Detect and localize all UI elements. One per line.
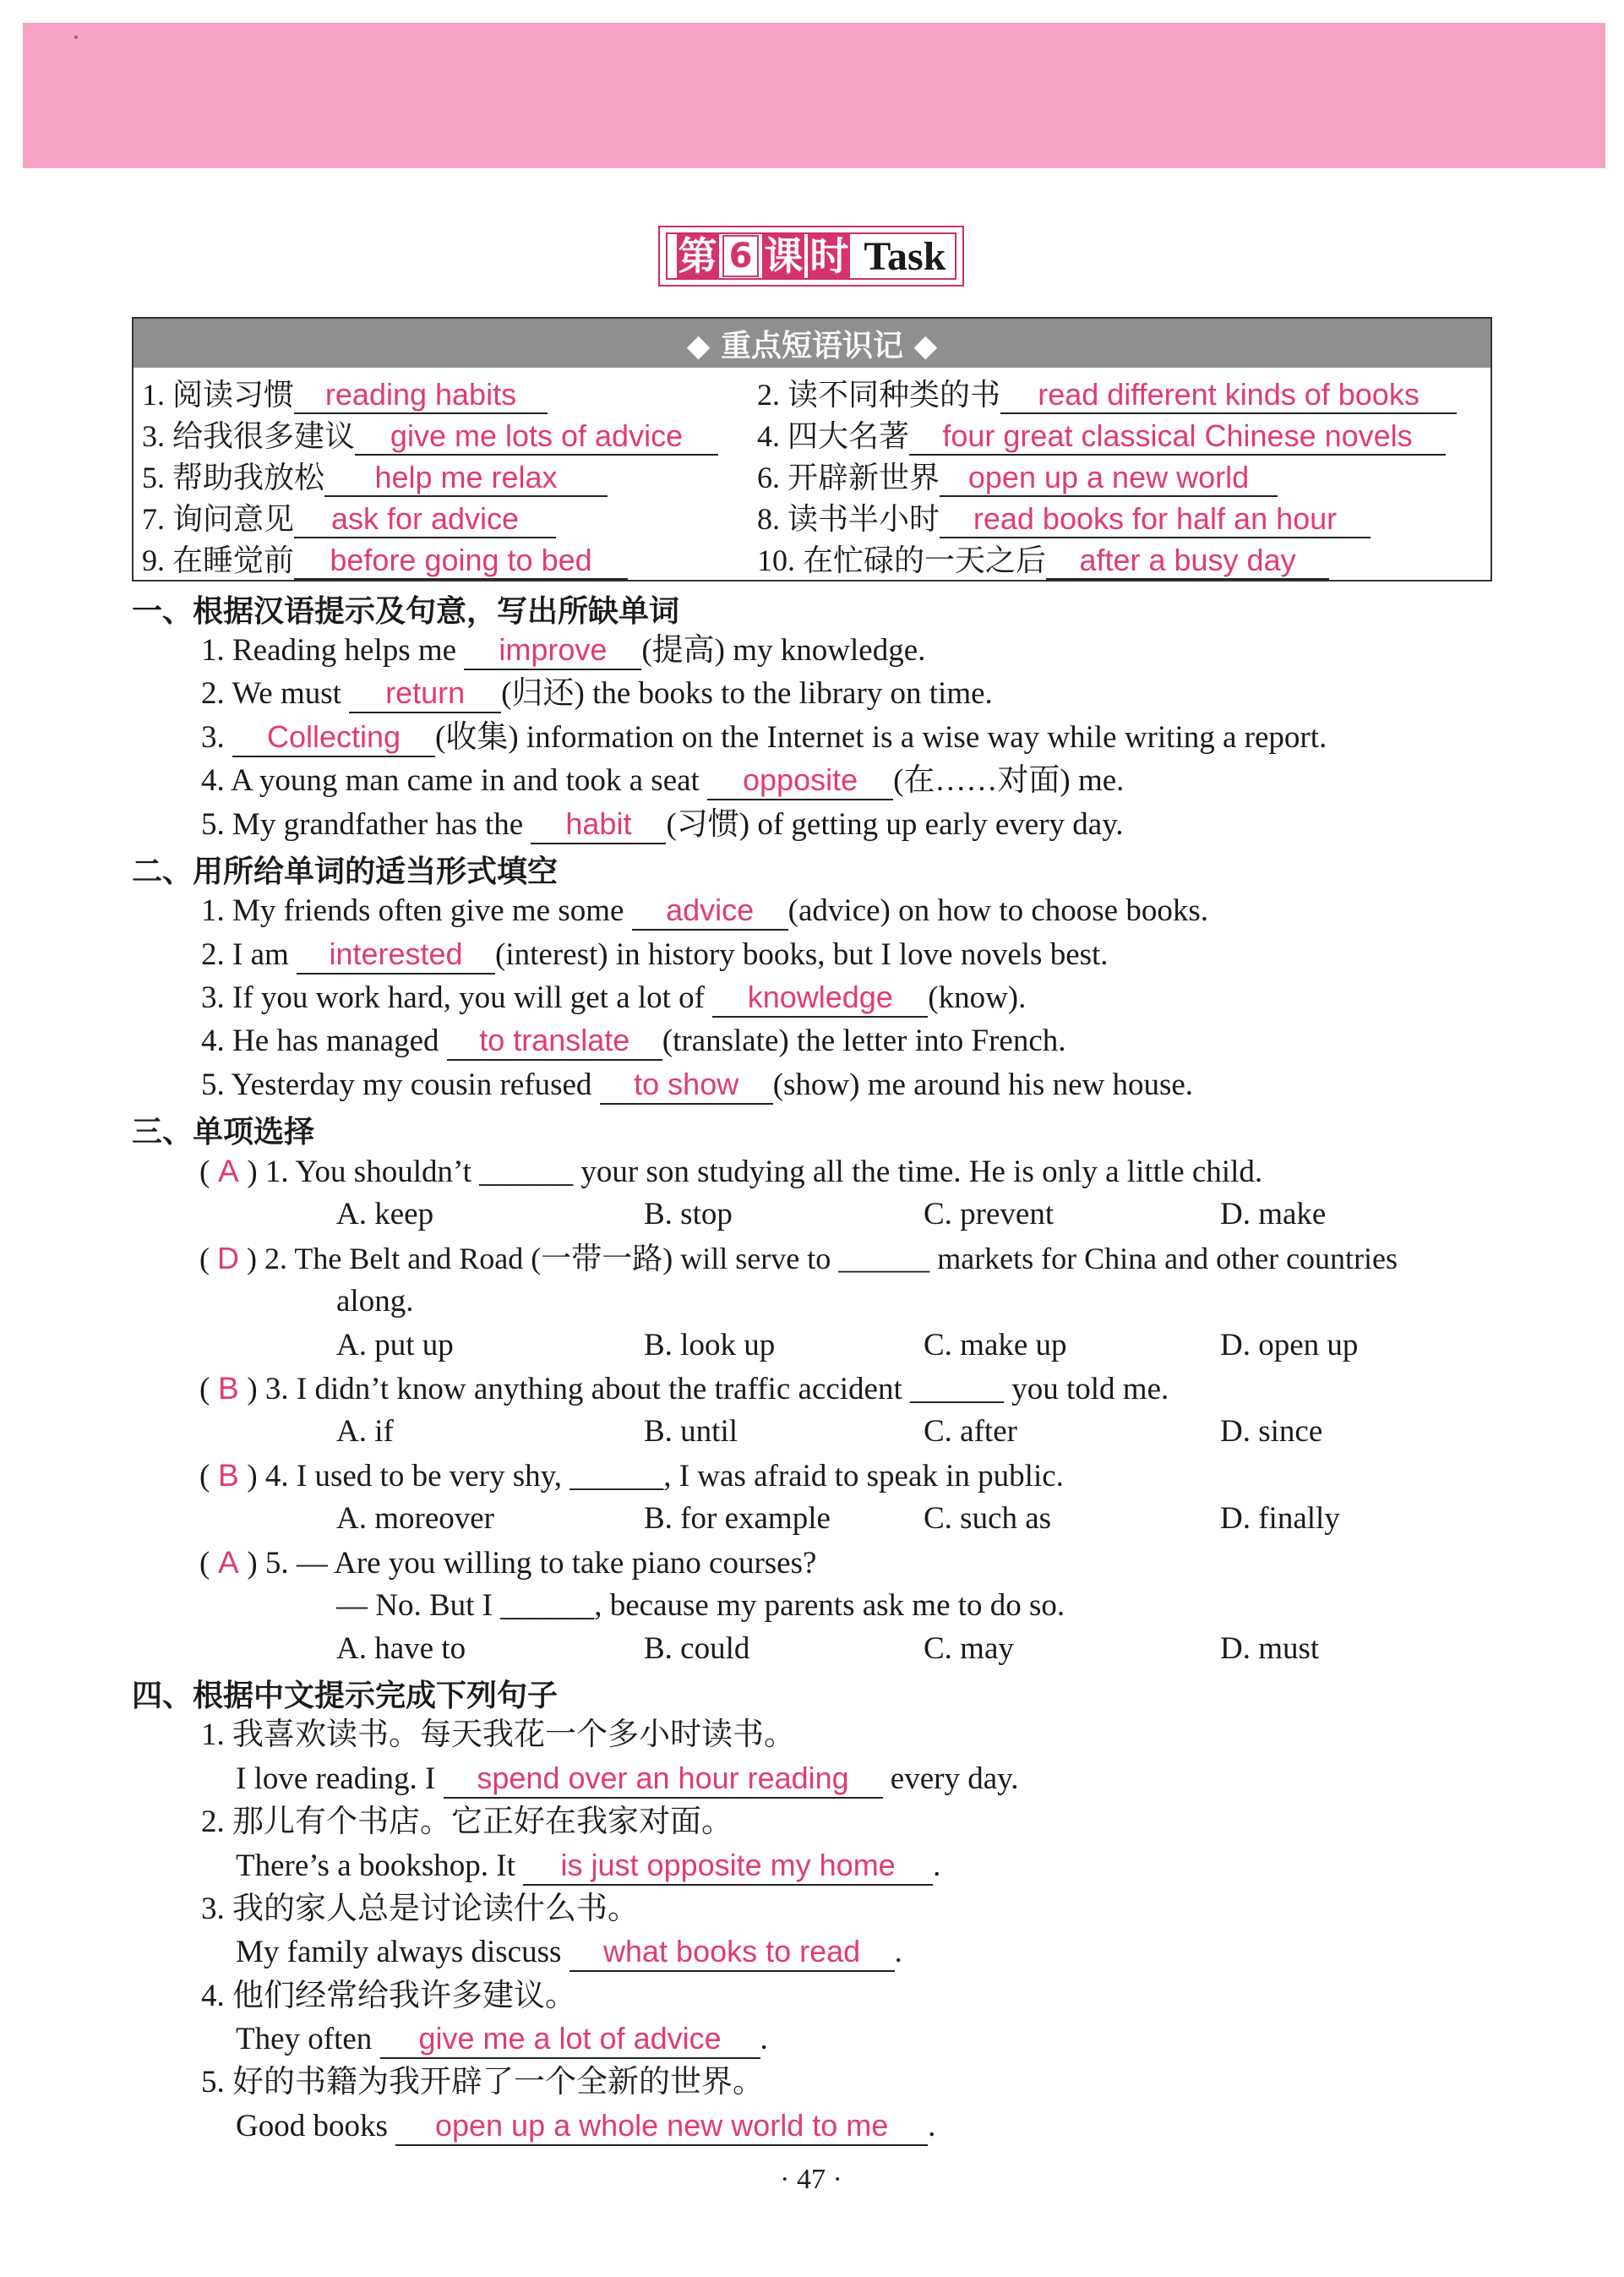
- option: A. have to: [336, 1631, 466, 1666]
- option: D. since: [1220, 1414, 1323, 1449]
- option: D. must: [1220, 1631, 1320, 1666]
- option: B. look up: [644, 1328, 776, 1362]
- choice-question: ( B ) 3. I didn’t know anything about the traffic accident ______ you told me.: [199, 1371, 1169, 1406]
- chinese-prompt: 3. 我的家人总是讨论读什么书。: [201, 1892, 639, 1926]
- option: C. such as: [924, 1501, 1052, 1536]
- translation-line: Good books open up a whole new world to me .: [236, 2106, 935, 2147]
- exercise-line: 2. We must return (归还) the books to the library on time.: [201, 674, 993, 714]
- phrase-row: [142, 457, 1482, 498]
- key-phrases-header: ◆ 重点短语识记 ◆: [134, 319, 1490, 368]
- title-char-2: 课: [764, 233, 804, 279]
- option: D. finally: [1220, 1501, 1340, 1536]
- phrase-item: 10. 在忙碌的一天之后 after a busy day: [757, 540, 1329, 581]
- translation-line: My family always discuss what books to read .: [236, 1932, 902, 1973]
- phrase-row: [142, 499, 1482, 539]
- phrase-item: 3. 给我很多建议 give me lots of advice: [142, 416, 718, 456]
- chinese-prompt: 4. 他们经常给我许多建议。: [201, 1979, 576, 2013]
- phrase-item: 8. 读书半小时 read books for half an hour: [757, 499, 1371, 539]
- banner-dot: [74, 35, 78, 39]
- translation-line: They often give me a lot of advice .: [236, 2019, 768, 2060]
- exercise-line: 1. Reading helps me improve (提高) my knowledge.: [201, 631, 925, 671]
- page-number: · 47 ·: [780, 2164, 842, 2195]
- lesson-title: [658, 226, 964, 287]
- phrase-row: [142, 374, 1482, 415]
- lesson-number: 6: [722, 235, 760, 277]
- header-banner: [23, 23, 1605, 168]
- exercise-line: 3. Collecting (收集) information on the Internet is a wise way while writing a report.: [201, 718, 1327, 758]
- section-1-title: 一、根据汉语提示及句意，写出所缺单词: [132, 594, 680, 629]
- phrase-item: 4. 四大名著 four great classical Chinese novels: [757, 416, 1446, 456]
- exercise-line: 4. A young man came in and took a seat opposite (在……对面) me.: [201, 761, 1124, 801]
- question-continuation: — No. But I ______, because my parents ask me to do so.: [336, 1588, 1065, 1623]
- phrase-item: 7. 询问意见 ask for advice: [142, 499, 556, 539]
- chinese-prompt: 5. 好的书籍为我开辟了一个全新的世界。: [201, 2065, 764, 2100]
- phrase-item: 9. 在睡觉前 before going to bed: [142, 540, 628, 581]
- option: B. stop: [644, 1197, 733, 1231]
- option: B. could: [644, 1631, 750, 1666]
- exercise-line: 4. He has managed to translate (translate) the letter into French.: [201, 1021, 1066, 1062]
- phrase-row: [142, 416, 1482, 456]
- choice-question: ( D ) 2. The Belt and Road (一带一路) will serve to ______ markets for China and other countries: [199, 1241, 1398, 1275]
- translation-line: I love reading. I spend over an hour reading every day.: [236, 1759, 1018, 1799]
- phrase-item: 1. 阅读习惯 reading habits: [142, 374, 548, 415]
- phrase-item: 2. 读不同种类的书 read different kinds of books: [757, 374, 1457, 415]
- question-continuation: along.: [336, 1284, 414, 1319]
- phrase-item: 6. 开辟新世界 open up a new world: [757, 457, 1278, 498]
- chinese-prompt: 2. 那儿有个书店。它正好在我家对面。: [201, 1805, 733, 1839]
- option: A. put up: [336, 1328, 454, 1362]
- exercise-line: 3. If you work hard, you will get a lot of knowledge (know).: [201, 978, 1026, 1018]
- title-char-3: 时: [809, 233, 849, 279]
- title-char-1: 第: [678, 233, 717, 279]
- section-2-title: 二、用所给单词的适当形式填空: [132, 855, 559, 889]
- chinese-prompt: 1. 我喜欢读书。每天我花一个多小时读书。: [201, 1717, 795, 1752]
- lesson-title-text: Task: [864, 233, 946, 279]
- option: A. keep: [336, 1197, 434, 1231]
- phrase-row: [142, 540, 1482, 581]
- option: A. if: [336, 1414, 394, 1449]
- option: D. make: [1220, 1197, 1327, 1231]
- option: B. until: [644, 1414, 738, 1449]
- choice-question: ( A ) 1. You shouldn’t ______ your son studying all the time. He is only a little child.: [199, 1154, 1263, 1189]
- choice-question: ( A ) 5. — Are you willing to take piano courses?: [199, 1545, 817, 1581]
- translation-line: There’s a bookshop. It is just opposite my home .: [236, 1846, 940, 1887]
- phrase-item: 5. 帮助我放松 help me relax: [142, 457, 608, 498]
- option: D. open up: [1220, 1328, 1359, 1362]
- exercise-line: 5. My grandfather has the habit (习惯) of getting up early every day.: [201, 805, 1124, 845]
- option: B. for example: [644, 1501, 831, 1536]
- option: C. after: [924, 1414, 1017, 1449]
- option: C. prevent: [924, 1197, 1055, 1231]
- option: C. may: [924, 1631, 1014, 1666]
- section-4-title: 四、根据中文提示完成下列句子: [132, 1679, 559, 1713]
- exercise-line: 2. I am interested (interest) in history books, but I love novels best.: [201, 935, 1109, 975]
- choice-question: ( B ) 4. I used to be very shy, ______, I was afraid to speak in public.: [199, 1458, 1064, 1493]
- exercise-line: 1. My friends often give me some advice (advice) on how to choose books.: [201, 891, 1208, 931]
- key-phrases-box: [132, 317, 1492, 582]
- section-3-title: 三、单项选择: [132, 1115, 315, 1149]
- exercise-line: 5. Yesterday my cousin refused to show (show) me around his new house.: [201, 1065, 1193, 1106]
- option: A. moreover: [336, 1501, 494, 1536]
- option: C. make up: [924, 1328, 1067, 1362]
